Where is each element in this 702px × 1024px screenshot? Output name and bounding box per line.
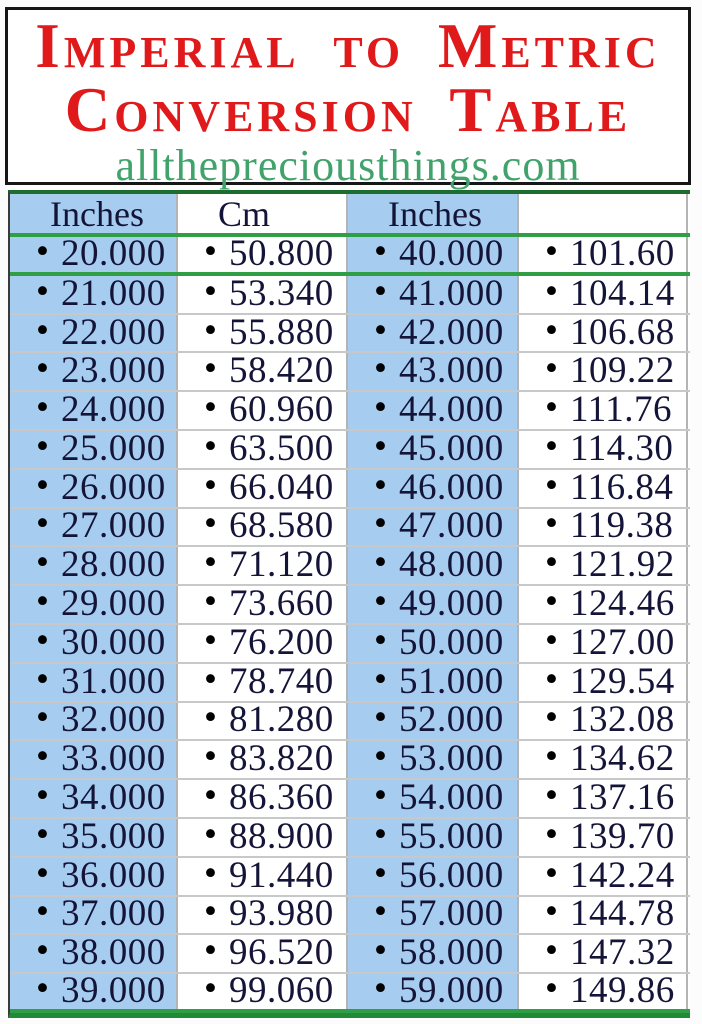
bullet-icon: • [204, 586, 217, 623]
cell-value: 25.000 [60, 430, 166, 468]
bullet-icon: • [204, 237, 217, 272]
table-cell-inches [10, 547, 176, 584]
table-cell-cm [517, 392, 688, 429]
table-cell-cm [176, 974, 348, 1009]
cell-value: 39.000 [60, 974, 166, 1009]
cell-value: 57.000 [398, 896, 504, 934]
table-cell-inches [10, 741, 176, 778]
bullet-icon: • [374, 818, 387, 855]
page-title-line-2: Conversion Table [64, 75, 632, 145]
cell-value: 51.000 [398, 663, 504, 701]
bullet-icon: • [374, 586, 387, 623]
bullet-icon: • [545, 586, 558, 623]
cell-value: 53.000 [398, 741, 504, 779]
title-box [5, 7, 691, 190]
table-row [10, 780, 690, 819]
cell-value: 41.000 [398, 275, 504, 313]
table-row [10, 547, 690, 586]
table-row [10, 741, 690, 780]
table-cell-cm [517, 741, 688, 778]
table-cell-cm [176, 858, 348, 895]
bullet-icon: • [545, 275, 558, 312]
cell-value: 119.38 [569, 508, 674, 546]
table-cell-cm [176, 935, 348, 972]
table-row [10, 237, 690, 276]
cell-value: 81.280 [228, 702, 334, 740]
bullet-icon: • [36, 741, 49, 778]
conversion-table [8, 190, 690, 1018]
bullet-icon: • [204, 663, 217, 700]
cell-value: 28.000 [60, 547, 166, 585]
table-cell-cm [176, 897, 348, 934]
bullet-icon: • [545, 974, 558, 1009]
column-header-cm-2 [517, 194, 688, 233]
table-cell-inches [348, 780, 517, 817]
table-cell-cm [517, 974, 688, 1009]
cell-value: 59.000 [398, 974, 504, 1009]
column-header-label: Inches [388, 194, 482, 233]
table-cell-cm [176, 586, 348, 623]
bullet-icon: • [204, 314, 217, 351]
table-row [10, 431, 690, 470]
bullet-icon: • [36, 702, 49, 739]
table-row [10, 935, 690, 974]
table-cell-inches [10, 392, 176, 429]
bullet-icon: • [204, 702, 217, 739]
table-row [10, 315, 690, 354]
cell-value: 50.800 [228, 237, 334, 272]
cell-value: 37.000 [60, 896, 166, 934]
bullet-icon: • [545, 353, 558, 390]
bullet-icon: • [36, 392, 49, 429]
cell-value: 46.000 [398, 469, 504, 507]
bullet-icon: • [36, 353, 49, 390]
table-cell-cm [517, 509, 688, 546]
cell-value: 22.000 [60, 314, 166, 352]
table-cell-inches [10, 470, 176, 507]
cell-value: 32.000 [60, 702, 166, 740]
cell-value: 83.820 [228, 741, 334, 779]
bullet-icon: • [374, 353, 387, 390]
bullet-icon: • [374, 469, 387, 506]
cell-value: 134.62 [569, 741, 675, 779]
bullet-icon: • [204, 896, 217, 933]
bullet-icon: • [545, 896, 558, 933]
column-header-inches-1 [10, 194, 176, 233]
table-cell-inches [10, 703, 176, 740]
bullet-icon: • [36, 974, 49, 1009]
table-row [10, 974, 690, 1013]
cell-value: 38.000 [60, 935, 166, 973]
bullet-icon: • [36, 935, 49, 972]
table-cell-cm [176, 431, 348, 468]
table-cell-cm [517, 935, 688, 972]
table-cell-inches [10, 819, 176, 856]
cell-value: 124.46 [569, 586, 675, 623]
bullet-icon: • [545, 857, 558, 894]
bullet-icon: • [204, 353, 217, 390]
table-cell-inches [348, 353, 517, 390]
cell-value: 121.92 [569, 547, 675, 585]
table-cell-inches [348, 315, 517, 352]
bullet-icon: • [204, 624, 217, 661]
table-cell-inches [348, 237, 517, 272]
table-cell-cm [517, 315, 688, 352]
cell-value: 147.32 [569, 935, 675, 973]
website-url: allthepreciousthings.com [115, 141, 581, 190]
cell-value: 55.000 [398, 818, 504, 856]
table-cell-cm [517, 819, 688, 856]
column-header-cm-1 [176, 194, 348, 233]
table-cell-inches [348, 509, 517, 546]
page-title-line-1: Imperial to Metric [35, 11, 661, 81]
cell-value: 55.880 [228, 314, 334, 352]
cell-value: 54.000 [398, 780, 504, 817]
cell-value: 33.000 [60, 741, 166, 779]
bullet-icon: • [374, 275, 387, 312]
bullet-icon: • [545, 780, 558, 817]
cell-value: 52.000 [398, 702, 504, 740]
bullet-icon: • [545, 314, 558, 351]
cell-value: 101.60 [569, 237, 675, 272]
table-cell-cm [517, 353, 688, 390]
cell-value: 68.580 [228, 508, 334, 546]
table-row [10, 276, 690, 315]
table-cell-cm [517, 276, 688, 313]
bullet-icon: • [374, 741, 387, 778]
table-cell-inches [348, 664, 517, 701]
table-cell-cm [176, 509, 348, 546]
bullet-icon: • [374, 624, 387, 661]
bullet-icon: • [545, 624, 558, 661]
bullet-icon: • [545, 508, 558, 545]
table-cell-cm [176, 353, 348, 390]
bullet-icon: • [36, 275, 49, 312]
table-cell-cm [517, 237, 688, 272]
bullet-icon: • [545, 818, 558, 855]
table-cell-cm [176, 625, 348, 662]
bullet-icon: • [545, 935, 558, 972]
table-cell-inches [348, 974, 517, 1009]
cell-value: 71.120 [228, 547, 334, 585]
bullet-icon: • [204, 857, 217, 894]
table-cell-inches [10, 625, 176, 662]
cell-value: 58.420 [228, 353, 334, 391]
cell-value: 99.060 [228, 974, 334, 1009]
table-cell-inches [348, 819, 517, 856]
table-row [10, 625, 690, 664]
bullet-icon: • [204, 469, 217, 506]
cell-value: 42.000 [398, 314, 504, 352]
cell-value: 91.440 [228, 857, 334, 895]
table-row [10, 353, 690, 392]
cell-value: 34.000 [60, 780, 166, 817]
table-cell-inches [348, 392, 517, 429]
bullet-icon: • [374, 702, 387, 739]
bullet-icon: • [204, 780, 217, 817]
bullet-icon: • [374, 780, 387, 817]
bullet-icon: • [545, 663, 558, 700]
cell-value: 58.000 [398, 935, 504, 973]
bullet-icon: • [545, 469, 558, 506]
cell-value: 116.84 [569, 469, 674, 507]
bullet-icon: • [204, 935, 217, 972]
table-cell-inches [10, 664, 176, 701]
table-cell-cm [176, 664, 348, 701]
bullet-icon: • [204, 275, 217, 312]
cell-value: 114.30 [569, 430, 674, 468]
cell-value: 49.000 [398, 586, 504, 623]
cell-value: 21.000 [60, 275, 166, 313]
cell-value: 30.000 [60, 624, 166, 662]
bullet-icon: • [36, 237, 49, 272]
cell-value: 53.340 [228, 275, 334, 313]
table-cell-inches [348, 431, 517, 468]
bullet-icon: • [545, 702, 558, 739]
cell-value: 43.000 [398, 353, 504, 391]
bullet-icon: • [36, 508, 49, 545]
table-cell-cm [517, 897, 688, 934]
table-row [10, 470, 690, 509]
bullet-icon: • [545, 237, 558, 272]
table-row [10, 392, 690, 431]
bullet-icon: • [204, 974, 217, 1009]
bullet-icon: • [36, 896, 49, 933]
table-cell-cm [517, 625, 688, 662]
table-cell-inches [10, 315, 176, 352]
cell-value: 149.86 [569, 974, 675, 1009]
table-cell-cm [176, 237, 348, 272]
table-cell-inches [348, 935, 517, 972]
bullet-icon: • [374, 974, 387, 1009]
bullet-icon: • [204, 741, 217, 778]
table-cell-inches [348, 741, 517, 778]
bullet-icon: • [36, 314, 49, 351]
cell-value: 44.000 [398, 392, 504, 429]
table-cell-cm [176, 703, 348, 740]
bullet-icon: • [36, 469, 49, 506]
cell-value: 137.16 [569, 780, 675, 817]
bullet-icon: • [204, 547, 217, 584]
bullet-icon: • [545, 430, 558, 467]
bullet-icon: • [374, 314, 387, 351]
table-cell-cm [176, 315, 348, 352]
cell-value: 76.200 [228, 624, 334, 662]
cell-value: 47.000 [398, 508, 504, 546]
cell-value: 139.70 [569, 818, 675, 856]
cell-value: 142.24 [569, 857, 675, 895]
bullet-icon: • [374, 392, 387, 429]
bullet-icon: • [374, 857, 387, 894]
table-row [10, 897, 690, 936]
table-cell-cm [517, 547, 688, 584]
table-row [10, 703, 690, 742]
cell-value: 36.000 [60, 857, 166, 895]
table-cell-cm [176, 780, 348, 817]
cell-value: 129.54 [569, 663, 675, 701]
bullet-icon: • [36, 547, 49, 584]
table-cell-cm [176, 392, 348, 429]
cell-value: 73.660 [228, 586, 334, 623]
cell-value: 111.76 [569, 392, 672, 429]
table-cell-cm [176, 276, 348, 313]
bullet-icon: • [374, 935, 387, 972]
cell-value: 35.000 [60, 818, 166, 856]
table-cell-inches [10, 858, 176, 895]
table-cell-inches [348, 547, 517, 584]
column-header-inches-2 [348, 194, 517, 233]
table-cell-inches [348, 276, 517, 313]
table-cell-cm [517, 780, 688, 817]
cell-value: 104.14 [569, 275, 675, 313]
table-cell-inches [10, 780, 176, 817]
table-header-row [10, 194, 690, 237]
bullet-icon: • [374, 663, 387, 700]
table-cell-inches [10, 353, 176, 390]
cell-value: 26.000 [60, 469, 166, 507]
bullet-icon: • [36, 780, 49, 817]
table-cell-inches [348, 703, 517, 740]
bullet-icon: • [36, 586, 49, 623]
table-cell-inches [348, 858, 517, 895]
bullet-icon: • [36, 857, 49, 894]
table-cell-inches [10, 509, 176, 546]
table-cell-inches [10, 237, 176, 272]
cell-value: 144.78 [569, 896, 675, 934]
bullet-icon: • [36, 663, 49, 700]
cell-value: 48.000 [398, 547, 504, 585]
cell-value: 29.000 [60, 586, 166, 623]
cell-value: 93.980 [228, 896, 334, 934]
bullet-icon: • [545, 741, 558, 778]
table-cell-cm [176, 819, 348, 856]
table-cell-inches [348, 897, 517, 934]
bullet-icon: • [36, 430, 49, 467]
cell-value: 27.000 [60, 508, 166, 546]
cell-value: 86.360 [228, 780, 334, 817]
table-cell-inches [348, 470, 517, 507]
table-row [10, 819, 690, 858]
bullet-icon: • [204, 430, 217, 467]
table-row [10, 664, 690, 703]
cell-value: 56.000 [398, 857, 504, 895]
table-cell-inches [10, 935, 176, 972]
cell-value: 20.000 [60, 237, 166, 272]
table-cell-cm [517, 703, 688, 740]
table-cell-cm [517, 664, 688, 701]
bullet-icon: • [374, 237, 387, 272]
column-header-label: Inches [50, 194, 144, 233]
table-cell-cm [517, 858, 688, 895]
cell-value: 50.000 [398, 624, 504, 662]
bullet-icon: • [374, 547, 387, 584]
table-cell-inches [10, 897, 176, 934]
cell-value: 66.040 [228, 469, 334, 507]
table-cell-cm [176, 470, 348, 507]
table-cell-cm [517, 586, 688, 623]
cell-value: 31.000 [60, 663, 166, 701]
table-cell-inches [10, 974, 176, 1009]
table-cell-cm [176, 547, 348, 584]
cell-value: 24.000 [60, 392, 166, 429]
table-cell-cm [176, 741, 348, 778]
table-cell-inches [348, 586, 517, 623]
bullet-icon: • [374, 896, 387, 933]
table-cell-cm [517, 431, 688, 468]
bullet-icon: • [36, 624, 49, 661]
bullet-icon: • [204, 392, 217, 429]
table-cell-cm [517, 470, 688, 507]
cell-value: 127.00 [569, 624, 675, 662]
bullet-icon: • [545, 392, 558, 429]
cell-value: 40.000 [398, 237, 504, 272]
cell-value: 109.22 [569, 353, 675, 391]
table-cell-inches [10, 276, 176, 313]
bullet-icon: • [204, 508, 217, 545]
column-header-label: Cm [218, 194, 271, 233]
table-row [10, 858, 690, 897]
cell-value: 96.520 [228, 935, 334, 973]
cell-value: 23.000 [60, 353, 166, 391]
cell-value: 106.68 [569, 314, 675, 352]
bullet-icon: • [545, 547, 558, 584]
bullet-icon: • [36, 818, 49, 855]
table-cell-inches [348, 625, 517, 662]
table-row [10, 509, 690, 548]
table-row [10, 586, 690, 625]
cell-value: 45.000 [398, 430, 504, 468]
table-cell-inches [10, 431, 176, 468]
bullet-icon: • [204, 818, 217, 855]
cell-value: 88.900 [228, 818, 334, 856]
bullet-icon: • [374, 430, 387, 467]
cell-value: 60.960 [228, 392, 334, 429]
cell-value: 132.08 [569, 702, 675, 740]
cell-value: 78.740 [228, 663, 334, 701]
table-cell-inches [10, 586, 176, 623]
cell-value: 63.500 [228, 430, 334, 468]
bullet-icon: • [374, 508, 387, 545]
